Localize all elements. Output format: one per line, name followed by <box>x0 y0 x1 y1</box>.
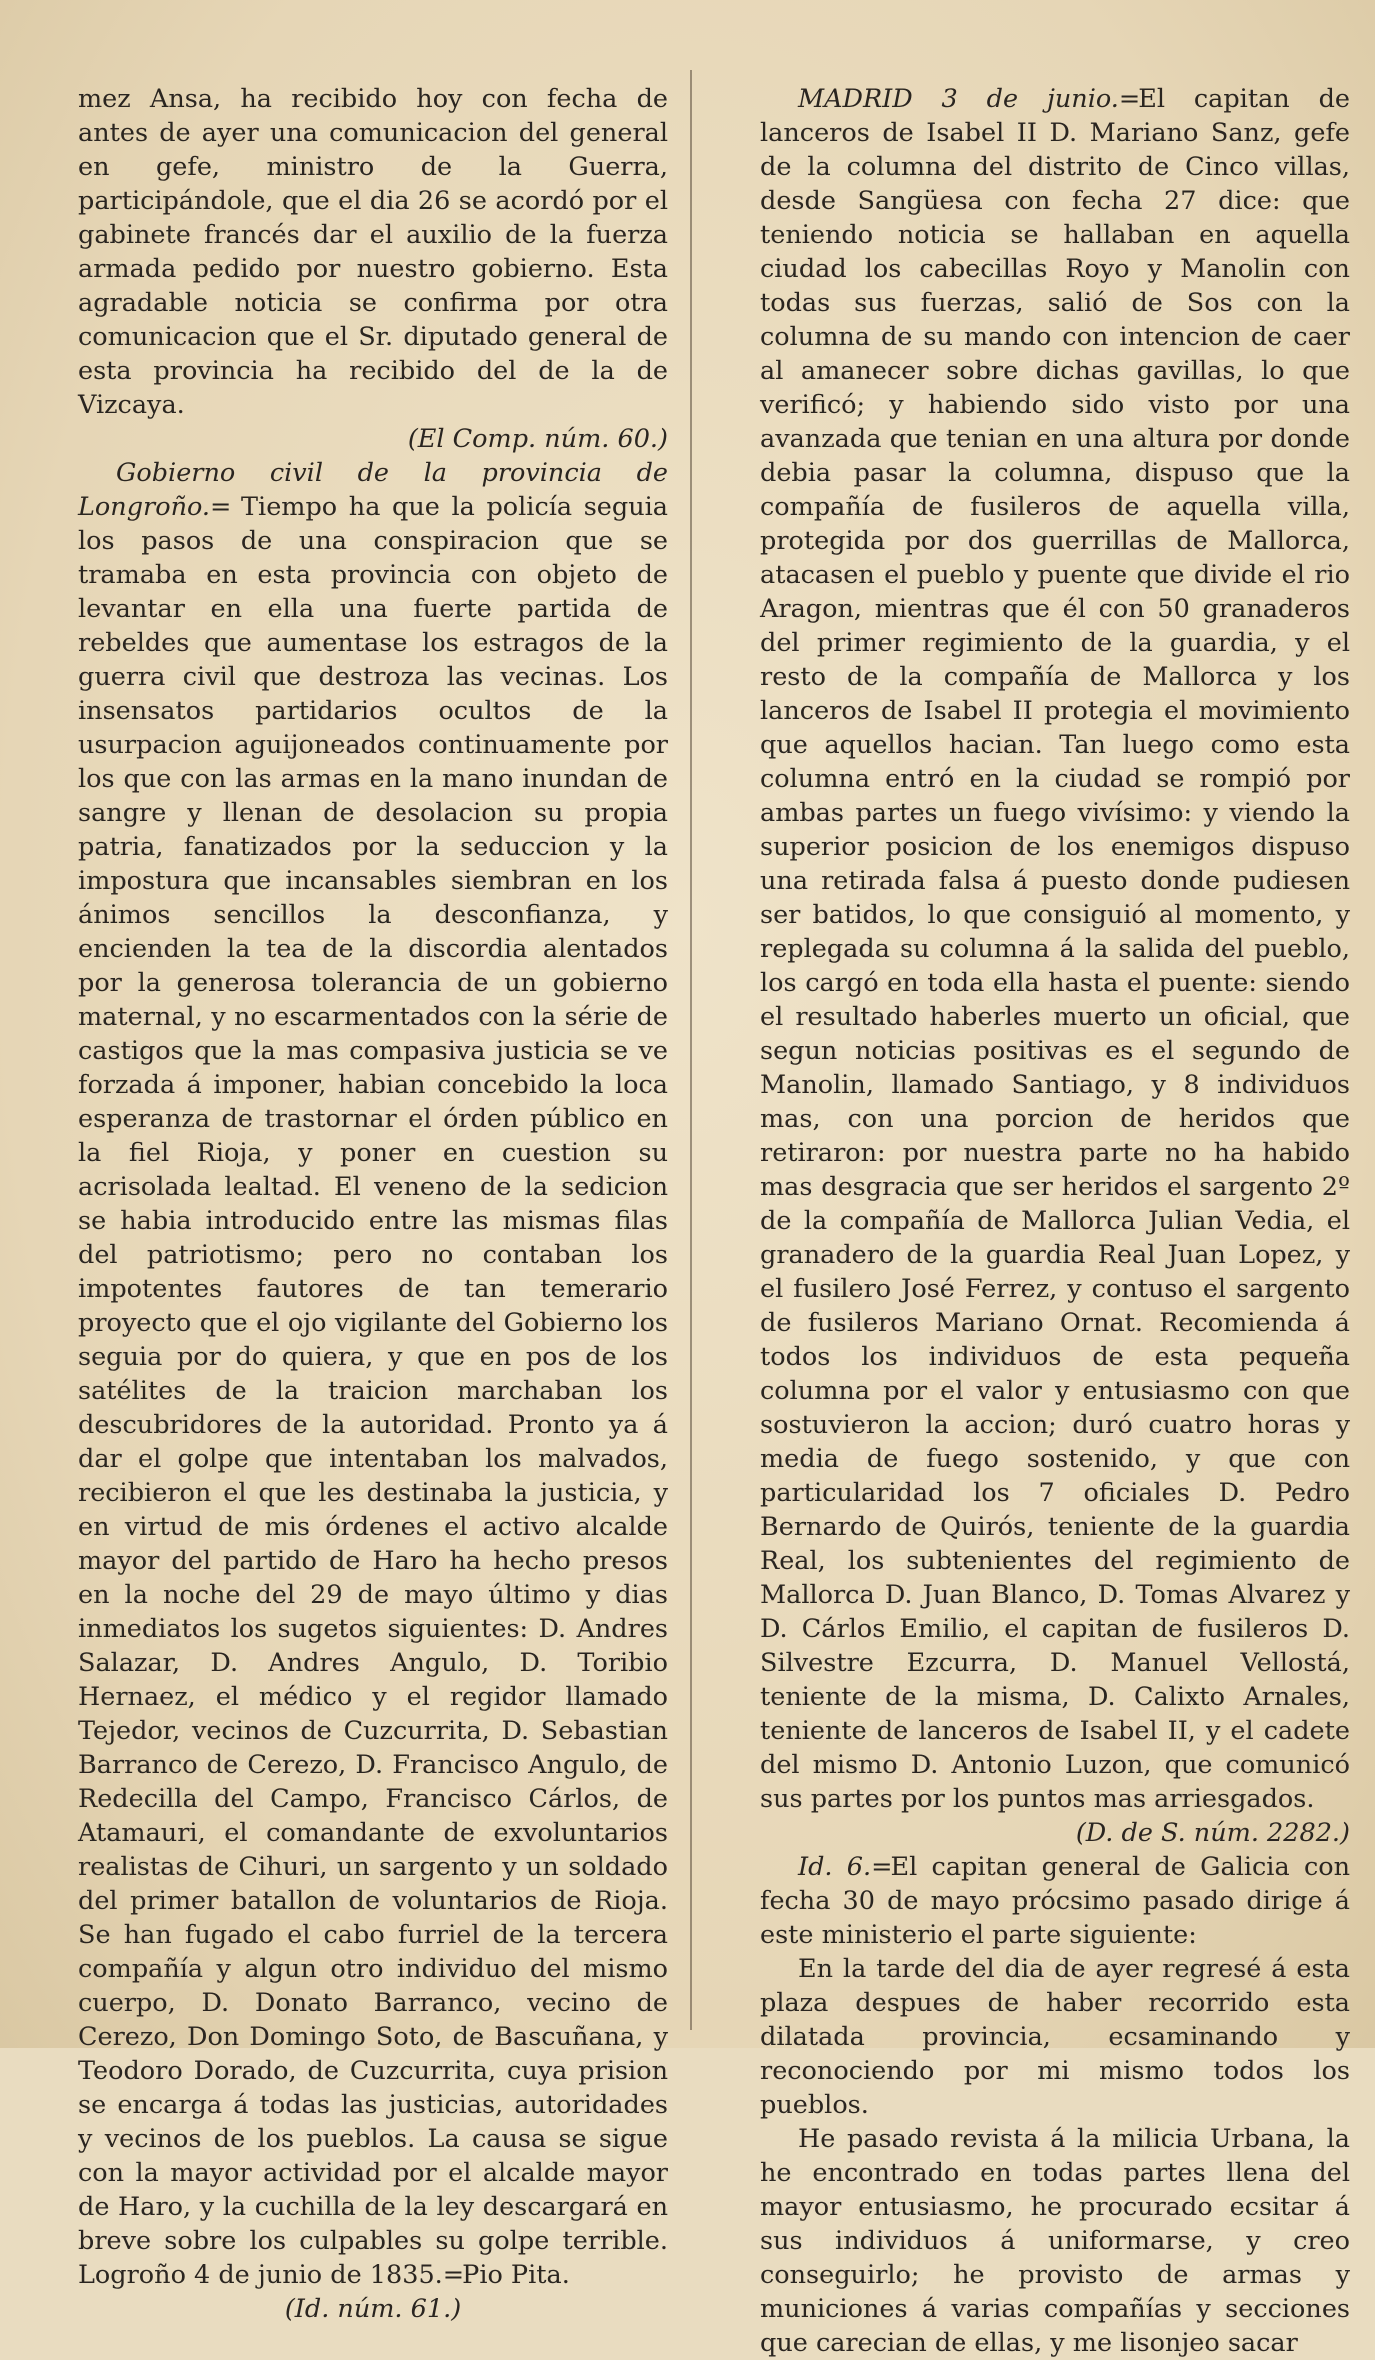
dateline: Id. 6. <box>798 1852 872 1882</box>
article-paragraph <box>78 456 668 2292</box>
article-body: El capitan de lanceros de Isabel II D. Mariano Sanz, gefe de la columna del distrito de Cinco villas, desde Sangüesa con fecha 27 dice: que teniendo noticia se hallaban en aquella ciudad los cabecillas Royo y Manolin con todas sus fuerzas, salió de Sos con la columna de su mando con intencion de caer al amanecer sobre dichas gavillas, lo que verificó; y habiendo sido visto por una avanzada que tenian en una altura por donde debia pasar la columna, dispuso que la compañía de fusileros de aquella villa, protegida por dos guerrillas de Mallorca, atacasen el pueblo y puente que divide el rio Aragon, mientras que él con 50 granaderos del primer regimiento de la guardia, y el resto de la compañía de Mallorca y los lanceros de Isabel II protegia el movimiento que aquellos hacian. Tan luego como esta columna entró en la ciudad se rompió por ambas partes un fuego vivísimo: y viendo la superior posicion de los enemigos dispuso una retirada falsa á puesto donde pudiesen ser batidos, lo que consiguió al momento, y replegada su columna á la salida del pueblo, los cargó en toda ella hasta el puente: siendo el resultado haberles muerto un oficial, que segun noticias positivas es el segundo de Manolin, llamado Santiago, y 8 individuos mas, con una porcion de heridos que retiraron: por nuestra parte no ha habido mas desgracia que ser heridos el sargento 2º de la compañía de Mallorca Julian Vedia, el granadero de la guardia Real Juan Lopez, y el fusilero José Ferrez, y contuso el sargento de fusileros Mariano Ornat. Recomienda á todos los individuos de esta pequeña columna por el valor y entusiasmo con que sostuvieron la accion; duró cuatro horas y media de fuego sostenido, y que con particularidad los 7 oficiales D. Pedro Bernardo de Quirós, teniente de la guardia Real, los subtenientes del regimiento de Mallorca D. Juan Blanco, D. Tomas Alvarez y D. Cárlos Emilio, el capitan de fusileros D. Silvestre Ezcurra, D. Manuel Vellostá, teniente de la misma, D. Calixto Arnales, teniente de lanceros de Isabel II, y el cadete del mismo D. Antonio Luzon, que comunicó sus partes por los puntos mas arriesgados. <box>760 84 1350 1814</box>
signature: Pio Pita. <box>462 2260 570 2290</box>
column-divider <box>690 70 692 2030</box>
article-body: El capitan general de Galicia con fecha 30 de mayo prócsimo pasado dirige á este ministerio el parte siguiente: <box>760 1852 1351 1950</box>
dateline: MADRID 3 de junio. <box>798 84 1119 114</box>
article-heading: Gobierno civil de la provincia de Longroño. <box>78 458 668 522</box>
left-column <box>78 82 668 2326</box>
source-citation: (D. de S. núm. 2282.) <box>1075 1818 1350 1848</box>
separator: = <box>871 1852 891 1882</box>
article-paragraph: mez Ansa, ha recibido hoy con fecha de antes de ayer una comunicacion del general en gefe, ministro de la Guerra, participándole, que el dia 26 se acordó por el gabinete francés dar el auxilio de la fuerza armada pedido por nuestro gobierno. Esta agradable noticia se confirma por otra comunicacion que el Sr. diputado general de esta provincia ha recibido del de la de Vizcaya. <box>78 84 668 420</box>
separator: = <box>210 492 230 522</box>
source-citation: (El Comp. núm. 60.) <box>407 424 668 454</box>
separator: = <box>1118 84 1139 114</box>
article-paragraph <box>760 1850 1350 1952</box>
right-column <box>760 82 1350 2360</box>
article-paragraph <box>760 82 1350 1816</box>
article-body: Tiempo ha que la policía seguia los pasos de una conspiracion que se tramaba en esta provincia con objeto de levantar en ella una fuerte partida de rebeldes que aumentase los estragos de la guerra civil que destroza las vecinas. Los insensatos partidarios ocultos de la usurpacion aguijoneados continuamente por los que con las armas en la mano inundan de sangre y llenan de desolacion su propia patria, fanatizados por la seduccion y la impostura que incansables siembran en los ánimos sencillos la desconfianza, y encienden la tea de la discordia alentados por la generosa tolerancia de un gobierno maternal, y no escarmentados con la série de castigos que la mas compasiva justicia se ve forzada á imponer, habian concebido la loca esperanza de trastornar el órden público en la fiel Rioja, y poner en cuestion su acrisolada lealtad. El veneno de la sedicion se habia introducido entre las mismas filas del patriotismo; pero no contaban los impotentes fautores de tan temerario proyecto que el ojo vigilante del Gobierno los seguia por do quiera, y que en pos de los satélites de la traicion marchaban los descubridores de la autoridad. Pronto ya á dar el golpe que intentaban los malvados, recibieron el que les destinaba la justicia, y en virtud de mis órdenes el activo alcalde mayor del partido de Haro ha hecho presos en la noche del 29 de mayo último y dias inmediatos los sugetos siguientes: D. Andres Salazar, D. Andres Angulo, D. Toribio Hernaez, el médico y el regidor llamado Tejedor, vecinos de Cuzcurrita, D. Sebastian Barranco de Cerezo, D. Francisco Angulo, de Redecilla del Campo, Francisco Cárlos, de Atamauri, el comandante de exvoluntarios realistas de Cihuri, un sargento y un soldado del primer batallon de voluntarios de Rioja. Se han fugado el cabo furriel de la tercera compañía y algun otro individuo del mismo cuerpo, D. Donato Barranco, vecino de Cerezo, Don Domingo Soto, de Bascuñana, y Teodoro Dorado, de Cuzcurrita, cuya prision se encarga á todas las justicias, autoridades y vecinos de los pueblos. La causa se sigue con la mayor actividad por el alcalde mayor de Haro, y la cuchilla de la ley descargará en breve sobre los culpables su golpe terrible. Logroño 4 de junio de 1835. <box>78 492 669 2290</box>
article-paragraph: He pasado revista á la milicia Urbana, la he encontrado en todas partes llena del mayor entusiasmo, he procurado ecsitar á sus individuos á uniformarse, y creo conseguirlo; he provisto de armas y municiones á varias compañías y secciones que carecian de ellas, y me lisonjeo sacar <box>760 2124 1350 2358</box>
separator: = <box>442 2260 463 2290</box>
source-citation: (Id. núm. 61.) <box>284 2294 462 2324</box>
article-paragraph: En la tarde del dia de ayer regresé á esta plaza despues de haber recorrido esta dilatada provincia, ecsaminando y reconociendo por mi mismo todos los pueblos. <box>760 1954 1350 2120</box>
